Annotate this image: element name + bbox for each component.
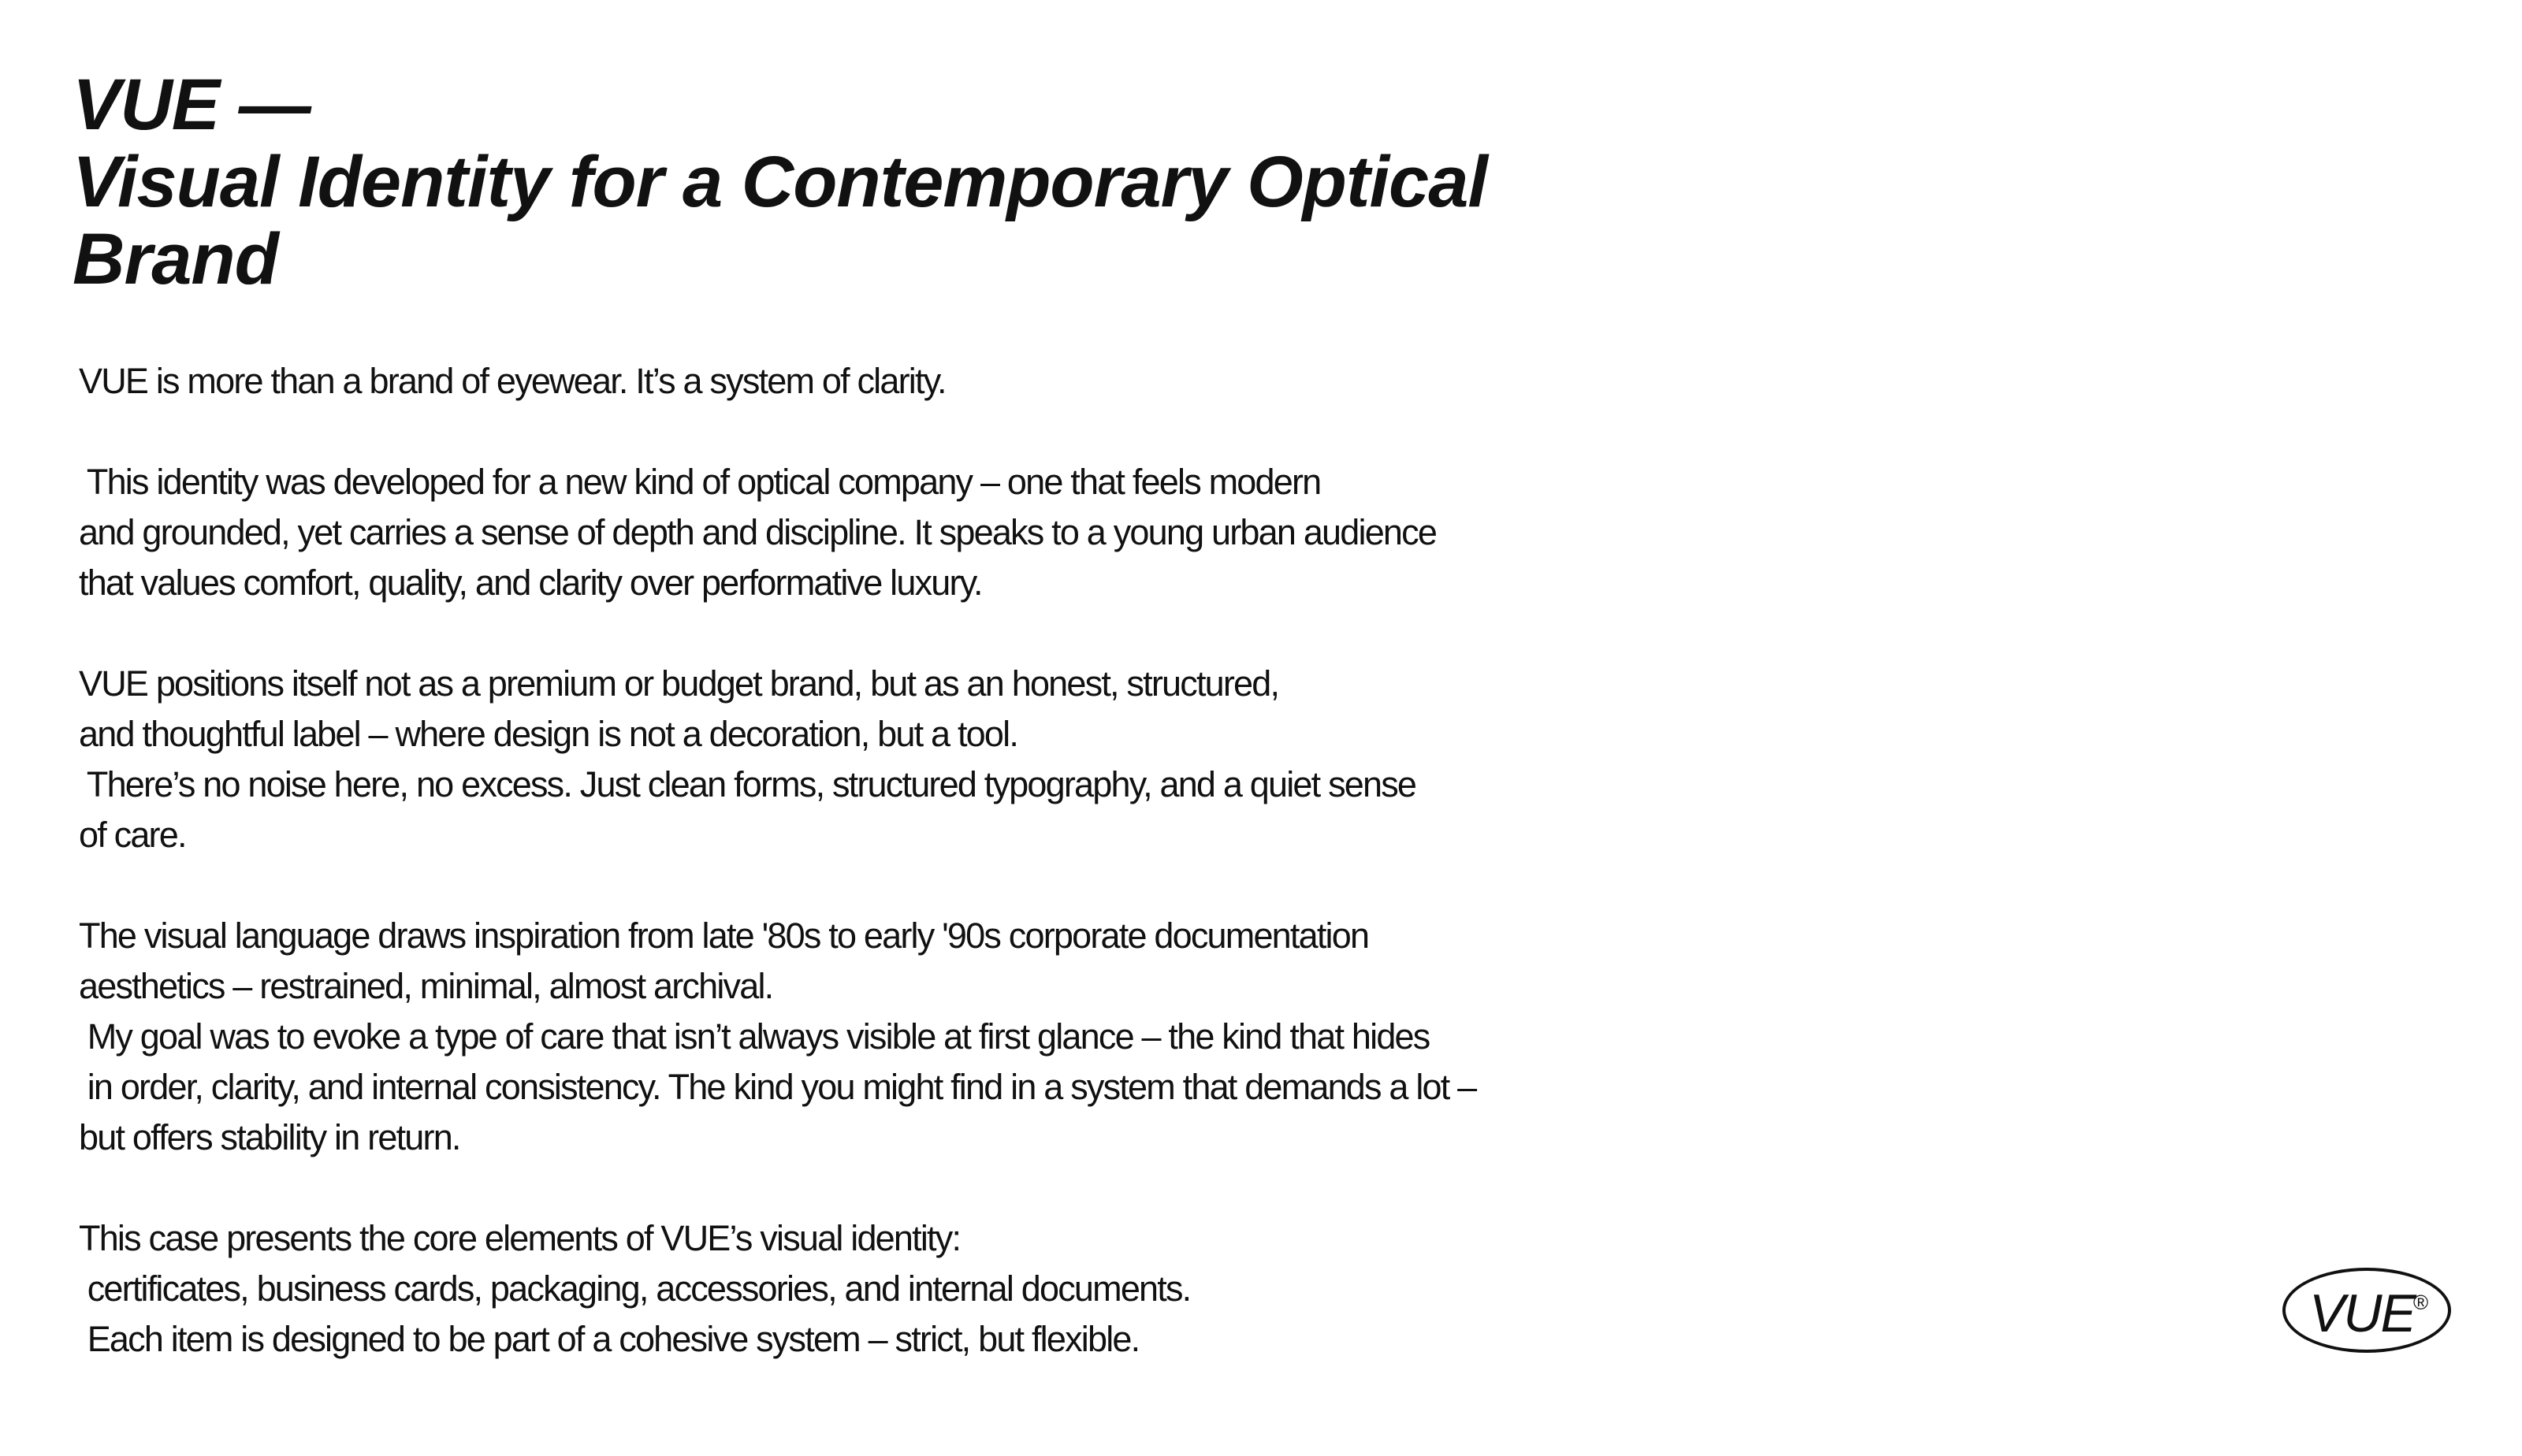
- paragraph-positioning: [79, 659, 1892, 860]
- text-line: VUE positions itself not as a premium or budget brand, but as an honest, structured,: [79, 663, 1279, 704]
- text-line: and grounded, yet carries a sense of depth and discipline. It speaks to a young urban audience: [79, 512, 1437, 552]
- text-line: but offers stability in return.: [79, 1117, 460, 1157]
- title-line: Brand: [73, 219, 278, 299]
- text-line: that values comfort, quality, and clarity over performative luxury.: [79, 563, 982, 603]
- paragraph-identity: [79, 457, 1892, 608]
- logo-wordmark: VUE: [2309, 1283, 2415, 1343]
- text-line: This identity was developed for a new kind of optical company – one that feels modern: [79, 462, 1321, 502]
- text-line: in order, clarity, and internal consistency. The kind you might find in a system that demands a lot –: [79, 1067, 1476, 1107]
- text-line: There’s no noise here, no excess. Just clean forms, structured typography, and a quiet sense: [79, 764, 1416, 804]
- text-line: of care.: [79, 815, 186, 855]
- text-line: Each item is designed to be part of a cohesive system – strict, but flexible.: [79, 1319, 1140, 1359]
- text-line: This case presents the core elements of VUE’s visual identity:: [79, 1218, 961, 1258]
- title-line: VUE —: [73, 65, 311, 145]
- text-line: My goal was to evoke a type of care that isn’t always visible at first glance – the kind that hides: [79, 1016, 1430, 1057]
- body-text: [79, 356, 1892, 1365]
- registered-mark: ®: [2413, 1291, 2429, 1314]
- vue-logo: [2282, 1268, 2451, 1353]
- page-title: [73, 66, 1487, 298]
- text-line: VUE is more than a brand of eyewear. It’s a system of clarity.: [79, 361, 946, 401]
- text-line: certificates, business cards, packaging, accessories, and internal documents.: [79, 1268, 1191, 1309]
- text-line: The visual language draws inspiration from late '80s to early '90s corporate documentation: [79, 916, 1369, 956]
- title-line: Visual Identity for a Contemporary Optical: [73, 142, 1487, 222]
- paragraph-case-contents: [79, 1213, 1892, 1365]
- text-line: aesthetics – restrained, minimal, almost archival.: [79, 966, 773, 1006]
- paragraph-intro: [79, 356, 1892, 407]
- paragraph-visual-language: [79, 911, 1892, 1163]
- text-line: and thoughtful label – where design is not a decoration, but a tool.: [79, 714, 1018, 754]
